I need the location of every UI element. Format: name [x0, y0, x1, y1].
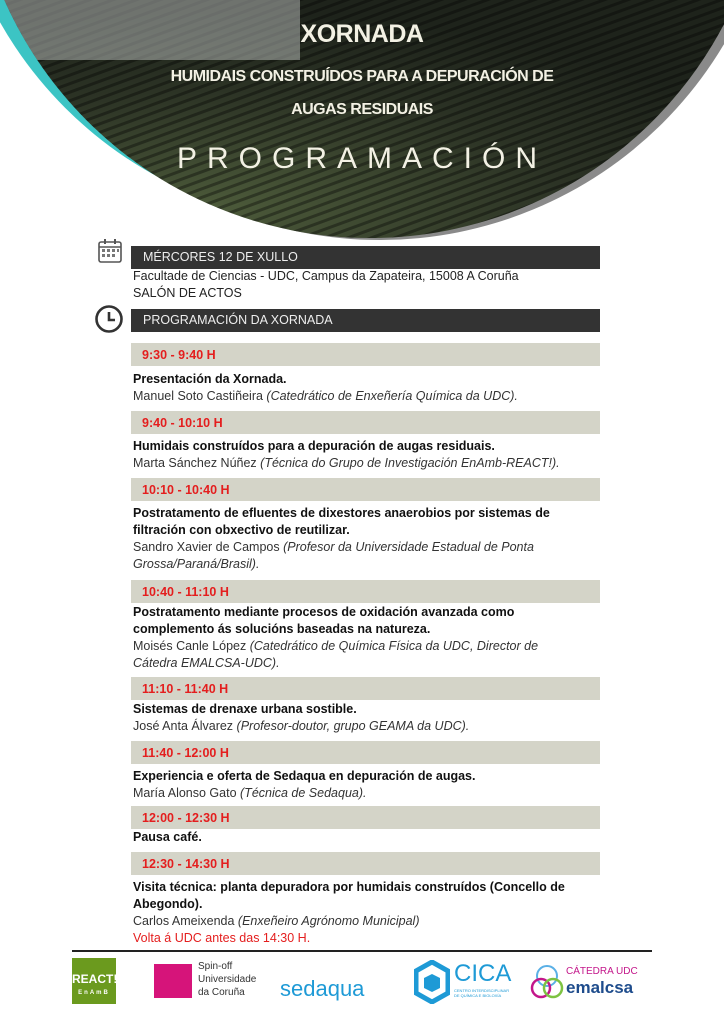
calendar-icon: [97, 238, 123, 264]
time-slot-bar: 12:30 - 14:30 H: [131, 852, 600, 875]
speaker-role: Cátedra EMALCSA-UDC).: [133, 656, 280, 670]
session-title: filtración con obxectivo de reutilizar.: [133, 523, 350, 537]
session-title: complemento ás solucións baseadas na natureza.: [133, 622, 431, 636]
speaker: [133, 455, 603, 472]
address: Facultade de Ciencias - UDC, Campus da Zapateira, 15008 A Coruña: [133, 269, 519, 283]
speaker: [133, 539, 603, 556]
time-slot-bar: 11:10 - 11:40 H: [131, 677, 600, 700]
speaker-role: (Enxeñeiro Agrónomo Municipal): [237, 914, 420, 928]
footer-divider: [72, 950, 652, 952]
session-details: [133, 879, 603, 947]
speaker-role: Grossa/Paraná/Brasil).: [133, 557, 260, 571]
speaker-role: (Profesor-doutor, grupo GEAMA da UDC).: [236, 719, 470, 733]
emalcsa-text: emalcsa: [566, 978, 634, 997]
speaker-name: José Anta Álvarez: [133, 719, 237, 733]
speaker-name: Marta Sánchez Núñez: [133, 456, 261, 470]
time-slot-bar: 9:30 - 9:40 H: [131, 343, 600, 366]
spinoff-udc-logo: [154, 958, 264, 1004]
speaker-name: María Alonso Gato: [133, 786, 241, 800]
time-slot-bar: 10:40 - 11:10 H: [131, 580, 600, 603]
emalcsa-logo: [530, 958, 650, 1004]
speaker-role: (Catedrático de Enxeñería Química da UDC).: [266, 389, 518, 403]
cica-hexagon-icon: [414, 960, 450, 1004]
session-title: Experiencia e oferta de Sedaqua en depuración de augas.: [133, 769, 476, 783]
react-logo: [72, 958, 116, 1004]
speaker-role: (Catedrático de Química Física da UDC, Director de: [249, 639, 539, 653]
time-slot-bar: 9:40 - 10:10 H: [131, 411, 600, 434]
program-heading-bar: PROGRAMACIÓN DA XORNADA: [131, 309, 600, 332]
session-title: Postratamento mediante procesos de oxidación avanzada como: [133, 605, 515, 619]
time-slot-bar: 11:40 - 12:00 H: [131, 741, 600, 764]
speaker-role: (Técnica do Grupo de Investigación EnAmb-REACT!).: [260, 456, 560, 470]
speaker: [133, 638, 603, 655]
session-title: Visita técnica: planta depuradora por humidais construídos (Concello de: [133, 880, 565, 894]
speaker: [133, 785, 603, 802]
date-bar: MÉRCORES 12 DE XULLO: [131, 246, 600, 269]
event-title: XORNADA: [300, 20, 424, 48]
spinoff-text: Spin-off: [198, 961, 233, 972]
speaker-name: Carlos Ameixenda: [133, 914, 238, 928]
sedaqua-logo: sedaqua: [280, 976, 365, 1001]
return-note: Volta á UDC antes das 14:30 H.: [133, 931, 311, 945]
session-title: Humidais construídos para a depuración de augas residuais.: [133, 439, 495, 453]
session-details: [133, 829, 603, 846]
react-logo-text: REACT!: [72, 972, 118, 986]
speaker-name: Sandro Xavier de Campos: [133, 540, 284, 554]
session-title: Sistemas de drenaxe urbana sostible.: [133, 702, 357, 716]
time-slot-bar: 12:00 - 12:30 H: [131, 806, 600, 829]
session-details: [133, 505, 603, 573]
session-details: [133, 768, 603, 802]
speaker: [133, 655, 603, 672]
event-subtitle-1: HUMIDAIS CONSTRUÍDOS PARA A DEPURACIÓN DE: [170, 68, 554, 85]
session-details: [133, 371, 603, 405]
react-logo-sub: EnAmB: [78, 990, 110, 996]
section-title: PROGRAMACIÓN: [176, 142, 548, 175]
cica-subtext: CENTRO INTERDISCIPLINAR DE QUÍMICA E BIOLOXÍA: [454, 988, 510, 998]
session-title: Postratamento de efluentes de dixestores anaerobios por sistemas de: [133, 506, 550, 520]
session-title: Abegondo).: [133, 897, 203, 911]
speaker: [133, 718, 603, 735]
session-title: Pausa café.: [133, 830, 202, 844]
session-title: Presentación da Xornada.: [133, 372, 287, 386]
cica-logo: [414, 958, 514, 1004]
coruna-text: da Coruña: [198, 987, 245, 998]
session-details: [133, 604, 603, 672]
speaker-role: (Profesor da Universidade Estadual de Ponta: [283, 540, 534, 554]
speaker: [133, 556, 603, 573]
session-details: [133, 438, 603, 472]
room: SALÓN DE ACTOS: [133, 286, 242, 300]
university-text: Universidade: [198, 974, 257, 985]
time-slot-bar: 10:10 - 10:40 H: [131, 478, 600, 501]
event-subtitle-2: AUGAS RESIDUAIS: [291, 101, 433, 118]
clock-icon: [94, 304, 124, 334]
speaker-name: Moisés Canle López: [133, 639, 250, 653]
session-details: [133, 701, 603, 735]
speaker: [133, 388, 603, 405]
emalcsa-rings-icon: [530, 962, 564, 1002]
speaker: [133, 913, 603, 930]
emalcsa-top-text: CÁTEDRA UDC: [566, 966, 638, 977]
cica-text: CICA: [454, 960, 512, 987]
speaker-name: Manuel Soto Castiñeira: [133, 389, 267, 403]
speaker-role: (Técnica de Sedaqua).: [240, 786, 367, 800]
